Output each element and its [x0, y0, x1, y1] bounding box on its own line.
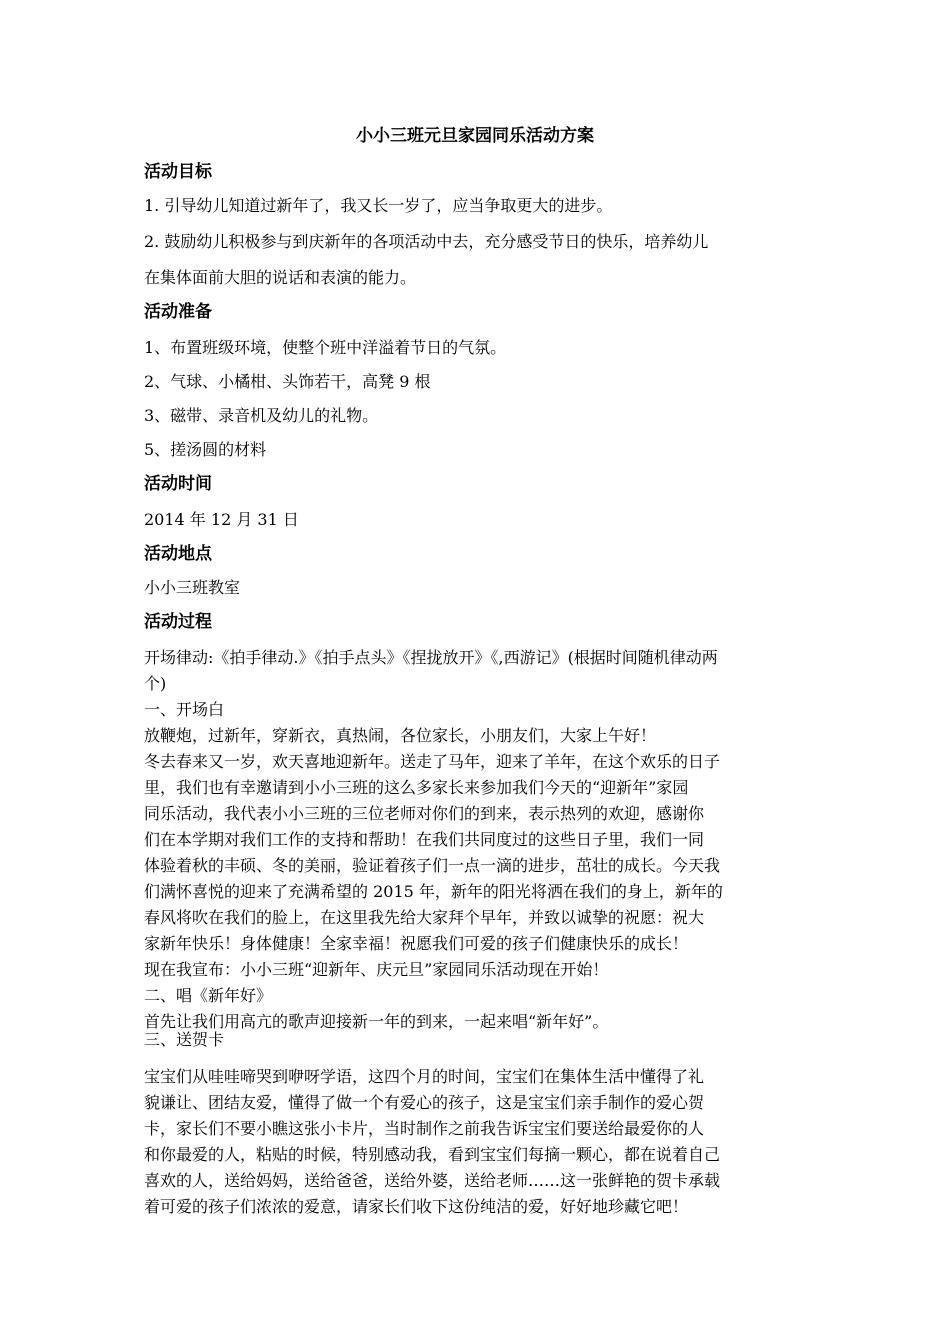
text-line: 二、唱《新年好》	[144, 986, 273, 1005]
prep-section	[144, 300, 812, 324]
place-heading: 活动地点	[144, 544, 212, 564]
text-line: 现在我宣布：小小三班“迎新年、庆元旦”家园同乐活动现在开始！	[144, 960, 609, 979]
time-section	[144, 472, 812, 496]
goal-section	[144, 160, 812, 184]
text-line: 貌谦让、团结友爱，懂得了做一个有爱心的孩子，这是宝宝们亲手制作的爱心贺	[144, 1093, 705, 1112]
text-line: 同乐活动，我代表小小三班的三位老师对你们的到来，表示热列的欢迎，感谢你	[144, 804, 705, 823]
time-value: 2014 年 12 月 31 日	[144, 510, 299, 529]
place-value: 小小三班教室	[144, 578, 241, 597]
text-line: 开场律动:《拍手律动.》《拍手点头》《捏拢放开》《,西游记》(根据时间随机律动两	[144, 648, 718, 667]
prep-item-text: 3、磁带、录音机及幼儿的礼物。	[144, 406, 379, 425]
prep-item-text: 5、搓汤圆的材料	[144, 440, 267, 459]
place-section	[144, 542, 812, 566]
process-heading: 活动过程	[144, 612, 212, 632]
section3-heading: 三、送贺卡	[144, 1030, 225, 1049]
text-line: 宝宝们从哇哇啼哭到咿呀学语，这四个月的时间，宝宝们在集体生活中懂得了礼	[144, 1067, 705, 1086]
prep-item	[144, 438, 812, 462]
place-value-row	[144, 576, 812, 600]
text-line: 里，我们也有幸邀请到小小三班的这么多家长来参加我们今天的“迎新年”家园	[144, 778, 689, 797]
section3-paragraph	[144, 1064, 812, 1220]
goal-item-text: 2. 鼓励幼儿积极参与到庆新年的各项活动中去，充分感受节日的快乐，培养幼儿	[144, 232, 709, 251]
prep-heading: 活动准备	[144, 302, 212, 322]
prep-item	[144, 404, 812, 428]
text-line: 冬去春来又一岁，欢天喜地迎新年。送走了马年，迎来了羊年，在这个欢乐的日子	[144, 752, 721, 771]
process-section	[144, 610, 812, 634]
process-body	[144, 645, 812, 1035]
prep-item-text: 2、气球、小橘柑、头饰若干，高凳 9 根	[144, 372, 431, 391]
document-title: 小小三班元旦家园同乐活动方案	[356, 126, 594, 146]
text-line: 体验着秋的丰硕、冬的美丽，验证着孩子们一点一滴的进步，茁壮的成长。今天我	[144, 856, 721, 875]
text-line: 一、开场白	[144, 700, 225, 719]
text-line: 们满怀喜悦的迎来了充满希望的 2015 年，新年的阳光将洒在我们的身上，新年的	[144, 882, 723, 901]
text-line: 喜欢的人，送给妈妈，送给爸爸，送给外婆，送给老师……这一张鲜艳的贺卡承载	[144, 1171, 721, 1190]
goal-item-2	[144, 230, 812, 254]
goal-item-1	[144, 194, 812, 218]
text-line: 个)	[144, 674, 167, 693]
text-line: 首先让我们用高亢的歌声迎接新一年的到来，一起来唱“新年好”。	[144, 1012, 609, 1031]
goal-heading: 活动目标	[144, 162, 212, 182]
text-line: 们在本学期对我们工作的支持和帮助！在我们共同度过的这些日子里，我们一同	[144, 830, 705, 849]
process-paragraph	[144, 645, 812, 1035]
section3-heading-row	[144, 1028, 812, 1052]
time-heading: 活动时间	[144, 474, 212, 494]
text-line: 卡，家长们不要小瞧这张小卡片，当时制作之前我告诉宝宝们要送给最爱你的人	[144, 1119, 705, 1138]
prep-item	[144, 336, 812, 360]
text-line: 和你最爱的人，粘贴的时候，特别感动我，看到宝宝们每摘一颗心，都在说着自己	[144, 1145, 721, 1164]
prep-item	[144, 370, 812, 394]
text-line: 家新年快乐！身体健康！全家幸福！祝愿我们可爱的孩子们健康快乐的成长！	[144, 934, 689, 953]
prep-item-text: 1、布置班级环境，使整个班中洋溢着节日的气氛。	[144, 338, 507, 357]
section3-body	[144, 1064, 812, 1220]
text-line: 春风将吹在我们的脸上，在这里我先给大家拜个早年，并致以诚挚的祝愿：祝大	[144, 908, 705, 927]
goal-item-text: 在集体面前大胆的说话和表演的能力。	[144, 268, 417, 287]
goal-item-text: 1. 引导幼儿知道过新年了，我又长一岁了，应当争取更大的进步。	[144, 196, 613, 215]
time-value-row	[144, 508, 812, 532]
text-line: 着可爱的孩子们浓浓的爱意，请家长们收下这份纯洁的爱，好好地珍藏它吧！	[144, 1197, 689, 1216]
goal-item-2-cont	[144, 266, 812, 290]
text-line: 放鞭炮，过新年，穿新衣，真热闹，各位家长，小朋友们，大家上午好！	[144, 726, 657, 745]
